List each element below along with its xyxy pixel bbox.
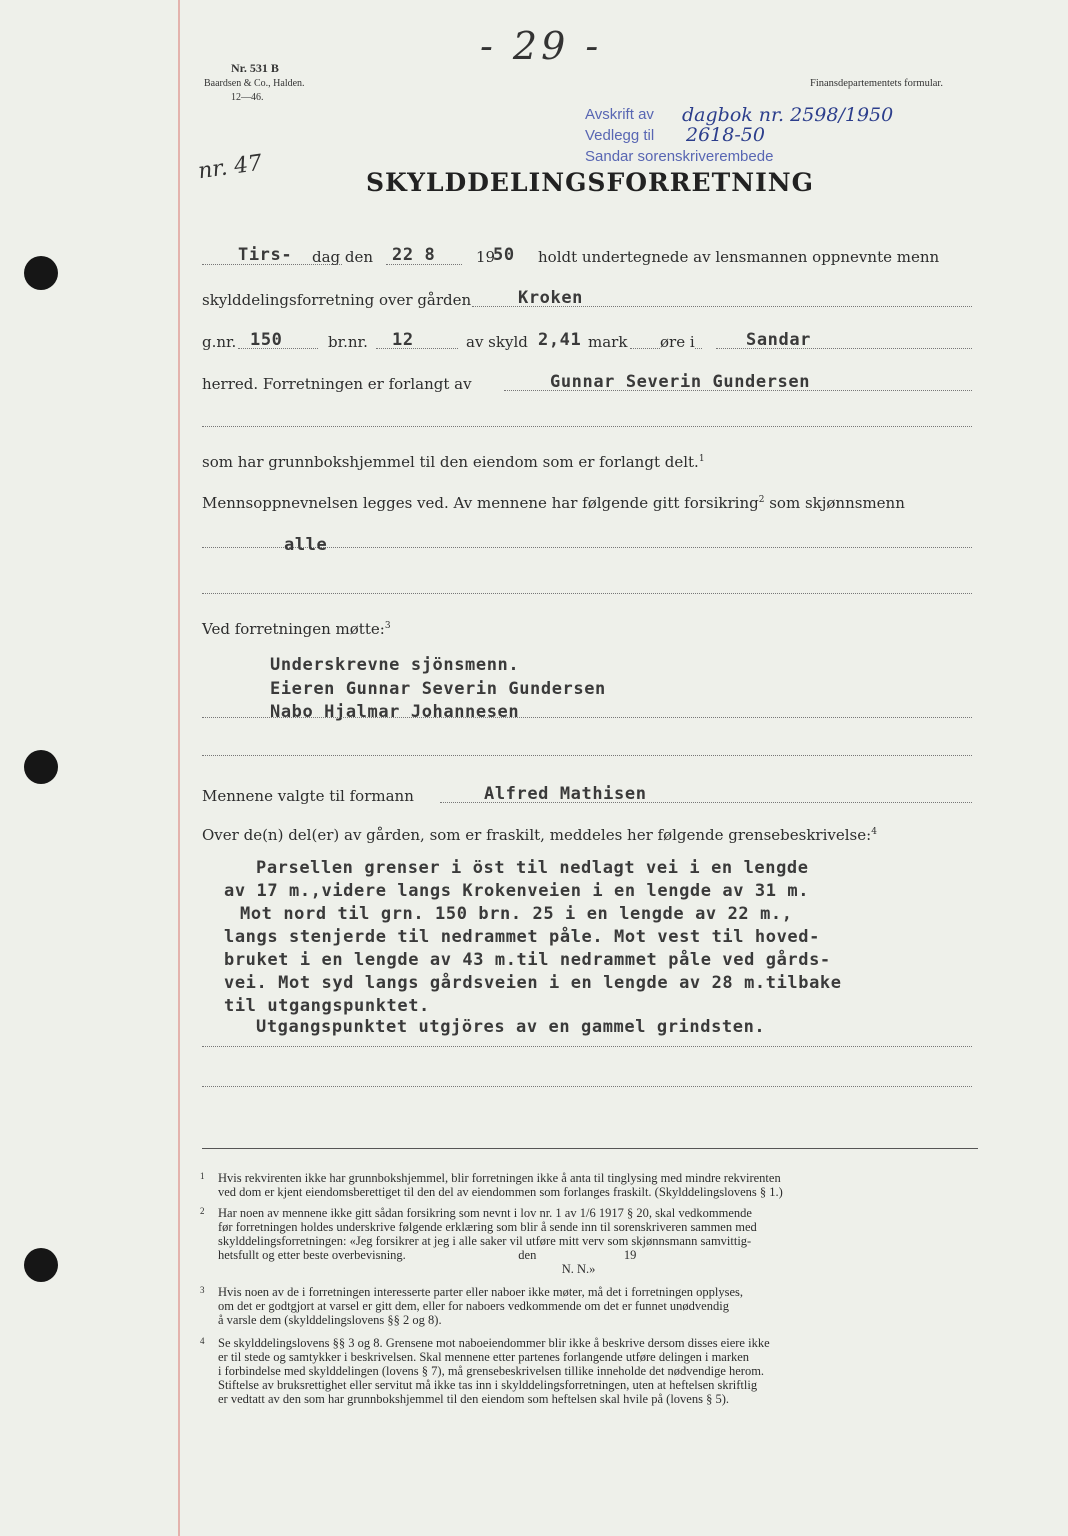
boundary-line-4: langs stenjerde til nedrammet påle. Mot vest til hoved- bbox=[224, 927, 820, 947]
boundary-line-7: til utgangspunktet. bbox=[224, 996, 430, 1016]
stamp-line-3: Sandar sorenskriverembede bbox=[585, 148, 774, 165]
year-value: 50 bbox=[493, 245, 515, 265]
document-title: SKYLDDELINGSFORRETNING bbox=[366, 168, 814, 197]
bnr-label: br.nr. bbox=[328, 333, 368, 351]
boundary-line-1: Parsellen grenser i öst til nedlagt vei i en lengde bbox=[256, 858, 809, 878]
requester-label: herred. Forretningen er forlangt av bbox=[202, 375, 472, 393]
gnr-value: 150 bbox=[250, 330, 283, 350]
page-number: - 29 - bbox=[480, 24, 603, 68]
footnote-2: 2 Har noen av mennene ikke gitt sådan forsikring som nevnt i lov nr. 1 av 1/6 1917 § 20, skal vedkommende før forretningen holdes underskrive følgende erklæring som blir å sende inn til sorenskriveren sammen med skylddelingsforretningen: «Jeg forsikrer at jeg i alle saker vil utføre mitt verv som skjønnsmann samvittig- hetsfullt og etter beste overbevisning. den 19 N. N.» bbox=[200, 1206, 757, 1276]
year-prefix: 19 bbox=[476, 248, 496, 266]
printer-name: Baardsen & Co., Halden. bbox=[204, 78, 305, 89]
row1-text: holdt undertegnede av lensmannen oppnevnte menn bbox=[538, 248, 940, 266]
gnr-label: g.nr. bbox=[202, 333, 237, 351]
skyld-label: av skyld bbox=[466, 333, 528, 351]
margin-note: nr. 47 bbox=[196, 150, 264, 185]
weekday-value: Tirs- bbox=[238, 245, 293, 265]
stamp-attachment-number: 2618-50 bbox=[686, 124, 765, 146]
bnr-value: 12 bbox=[392, 330, 414, 350]
ministry-form: Finansdepartementets formular. bbox=[810, 78, 943, 89]
margin-rule bbox=[178, 0, 180, 1536]
farm-value: Kroken bbox=[518, 288, 584, 308]
binder-hole-top bbox=[24, 256, 58, 290]
footnote-separator bbox=[202, 1148, 978, 1149]
footnote-3: 3 Hvis noen av de i forretningen interesserte parter eller naboer ikke møter, må det i forretningen opplyses, om det er godtgjort at varsel er gitt dem, eller for naboers vedkommende om det er funnet unødvendig å varsle dem (skylddelingslovens §§ 2 og 8). bbox=[200, 1285, 744, 1327]
boundary-line-8: Utgangspunktet utgjöres av en gammel grindsten. bbox=[256, 1017, 766, 1037]
appointment-text: Mennsoppnevnelsen legges ved. Av mennene har følgende gitt forsikring$^2$ som skjønnsmenn bbox=[202, 494, 905, 512]
attendee-3: Nabo Hjalmar Johannesen bbox=[270, 702, 520, 722]
print-date: 12—46. bbox=[231, 92, 264, 103]
boundary-line-5: bruket i en lengde av 43 m.til nedrammet påle ved gårds- bbox=[224, 950, 831, 970]
farm-label: skylddelingsforretning over gården bbox=[202, 291, 472, 309]
herred-value: Sandar bbox=[746, 330, 812, 350]
stamp-line-1: Avskrift av bbox=[585, 106, 654, 123]
boundary-line-3: Mot nord til grn. 150 brn. 25 i en lengde av 22 m., bbox=[240, 904, 793, 924]
stamp-line-2: Vedlegg til bbox=[585, 127, 655, 144]
day-label: dag den bbox=[312, 248, 374, 266]
skyld-value: 2,41 bbox=[538, 330, 582, 350]
form-number: Nr. 531 B bbox=[231, 61, 279, 75]
attendee-2: Eieren Gunnar Severin Gundersen bbox=[270, 679, 606, 699]
footnote-4: 4 Se skylddelingslovens §§ 3 og 8. Grensene mot naboeiendommer blir ikke å beskrive dersom disses eiere ikke er til stede og samtykker i beskrivelsen. Skal mennene etter partenes forlangende utføre delingen i marken i forbindelse med skylddelingen (lovens § 7), må grensebeskrivelsen tillike inneholde det nødvendige herom. Stiftelse av bruksrettighet eller servitut må ikke tas inn i skylddelingsforretningen, uten at heftelsen skriftlig er vedtatt av den som har grunnbokshjemmel til den eiendom som heftelsen skal hvile på (lovens § 5). bbox=[200, 1336, 770, 1406]
binder-hole-middle bbox=[24, 750, 58, 784]
attendance-label: Ved forretningen møtte:$^3$ bbox=[202, 620, 391, 638]
chairman-label: Mennene valgte til formann bbox=[202, 787, 414, 805]
stamp-journal-number: dagbok nr. 2598/1950 bbox=[682, 104, 894, 126]
boundary-line-2: av 17 m.,videre langs Krokenveien i en lengde av 31 m. bbox=[224, 881, 810, 901]
ore-label: øre i bbox=[660, 333, 695, 351]
sworn-men-value: alle bbox=[284, 535, 328, 555]
requester-value: Gunnar Severin Gundersen bbox=[550, 372, 811, 392]
boundary-intro: Over de(n) del(er) av gården, som er fraskilt, meddeles her følgende grensebeskrivelse:$^4$ bbox=[202, 826, 877, 844]
chairman-value: Alfred Mathisen bbox=[484, 784, 647, 804]
attendee-1: Underskrevne sjönsmenn. bbox=[270, 655, 520, 675]
mark-label: mark bbox=[588, 333, 628, 351]
title-holder-text: som har grunnbokshjemmel til den eiendom som er forlangt delt.$^1$ bbox=[202, 453, 705, 471]
boundary-line-6: vei. Mot syd langs gårdsveien i en lengde av 28 m.tilbake bbox=[224, 973, 842, 993]
date-value: 22 8 bbox=[392, 245, 436, 265]
binder-hole-bottom bbox=[24, 1248, 58, 1282]
footnote-1: 1 Hvis rekvirenten ikke har grunnbokshjemmel, blir forretningen ikke å anta til tinglysing med mindre rekvirenten ved dom er kjent eiendomsberettiget til den del av eiendommen som forlanges fraskilt. (Skylddelingslovens § 1.) bbox=[200, 1171, 783, 1199]
